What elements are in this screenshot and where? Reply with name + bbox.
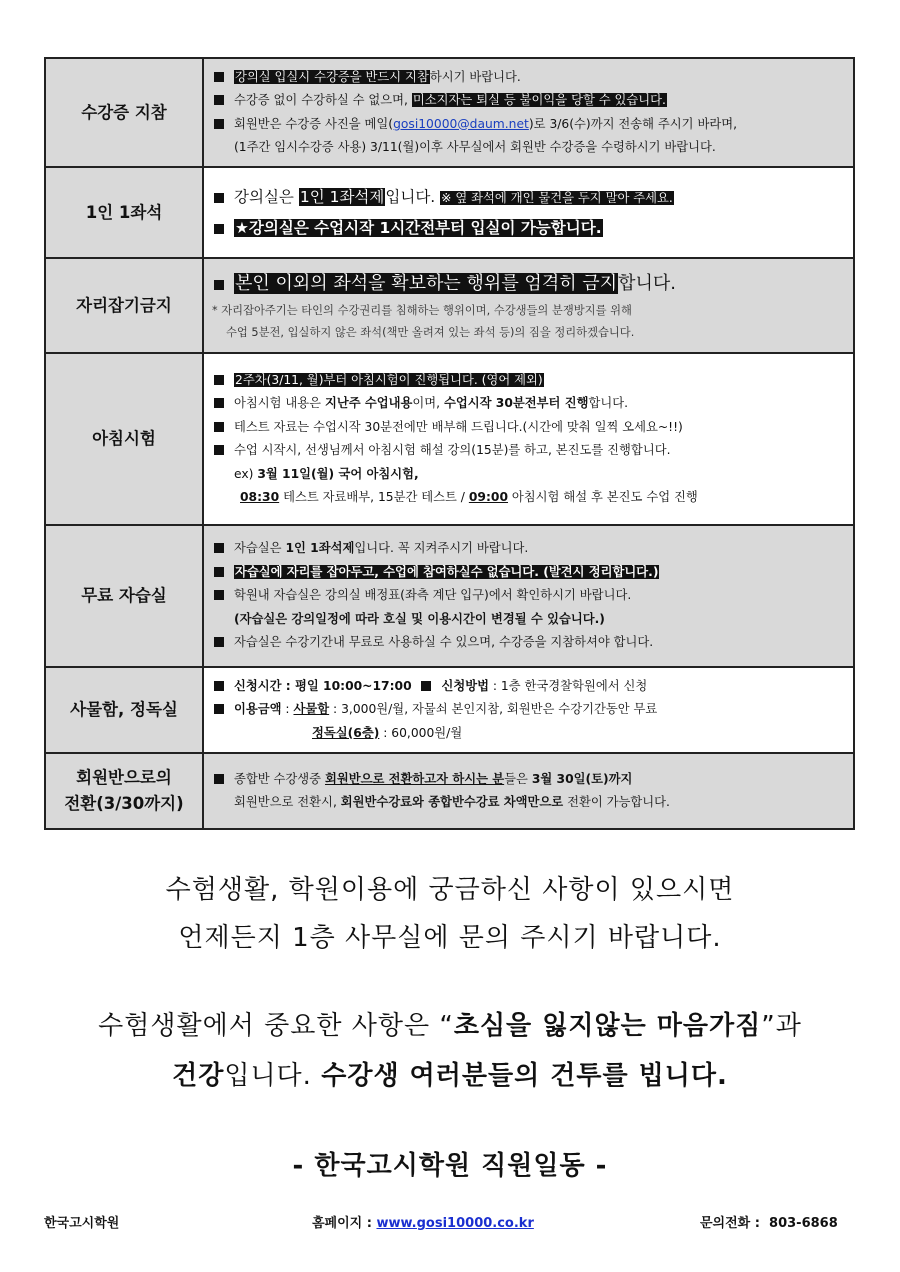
bullet-line: 신청시간 : 평일 10:00~17:00 신청방법 : 1층 한국경찰학원에서 신청 bbox=[212, 675, 845, 699]
square-bullet-icon bbox=[214, 375, 224, 385]
row-label: 수강증 지참 bbox=[45, 58, 203, 167]
row-content bbox=[203, 58, 854, 167]
row-id-card bbox=[45, 58, 854, 167]
bullet-line: 2주차(3/11, 월)부터 아침시험이 진행됩니다. (영어 제외) bbox=[212, 369, 845, 393]
row-content bbox=[203, 353, 854, 525]
closing-line-2: 언제든지 1층 사무실에 문의 주시기 바랍니다. bbox=[178, 923, 722, 953]
note-line: * 자리잡아주기는 타인의 수강권리를 침해하는 행위이며, 수강생들의 분쟁방지를 위해 bbox=[212, 303, 632, 317]
row-content bbox=[203, 258, 854, 353]
homepage-link[interactable]: www.gosi10000.co.kr bbox=[376, 1216, 534, 1231]
closing-line-3: 수험생활에서 중요한 사항은 “초심을 잃지않는 마음가짐”과 bbox=[98, 1011, 802, 1041]
square-bullet-icon bbox=[214, 119, 224, 129]
row-label: 무료 자습실 bbox=[45, 525, 203, 667]
square-bullet-icon bbox=[214, 637, 224, 647]
text-line: (1주간 임시수강증 사용) 3/11(월)이후 사무실에서 회원반 수강증을 수령하시기 바랍니다. bbox=[234, 140, 716, 154]
square-bullet-icon bbox=[214, 445, 224, 455]
bullet-line: 수업 시작시, 선생님께서 아침시험 해설 강의(15분)를 하고, 본진도를 진행합니다. bbox=[212, 439, 845, 463]
row-locker bbox=[45, 667, 854, 753]
bullet-line: 강의실 입실시 수강증을 반드시 지참하시기 바랍니다. bbox=[212, 66, 845, 90]
row-label: 사물함, 정독실 bbox=[45, 667, 203, 753]
footer-phone: 문의전화 : 803-6868 bbox=[700, 1216, 838, 1231]
square-bullet-icon bbox=[214, 398, 224, 408]
signature: - 한국고시학원 직원일동 - bbox=[292, 1151, 608, 1181]
email-link[interactable]: gosi10000@daum.net bbox=[393, 116, 529, 131]
text-line: (자습실은 강의일정에 따라 호실 및 이용시간이 변경될 수 있습니다.) bbox=[234, 611, 605, 626]
bullet-line: 학원내 자습실은 강의실 배정표(좌측 계단 입구)에서 확인하시기 바랍니다. bbox=[212, 584, 845, 608]
square-bullet-icon bbox=[214, 95, 224, 105]
row-label: 회원반으로의 전환(3/30까지) bbox=[45, 753, 203, 829]
bullet-line: ★강의실은 수업시작 1시간전부터 입실이 가능합니다. bbox=[212, 213, 845, 243]
bullet-line: 자습실은 1인 1좌석제입니다. 꼭 지켜주시기 바랍니다. bbox=[212, 537, 845, 561]
square-bullet-icon bbox=[214, 590, 224, 600]
square-bullet-icon bbox=[214, 704, 224, 714]
square-bullet-icon bbox=[214, 422, 224, 432]
text-line: 회원반으로 전환시, 회원반수강료와 종합반수강료 차액만으로 전환이 가능합니다. bbox=[234, 795, 670, 809]
footer-org: 한국고시학원 bbox=[44, 1216, 120, 1231]
bullet-line: 본인 이외의 좌석을 확보하는 행위를 엄격히 금지합니다. bbox=[212, 268, 845, 300]
square-bullet-icon bbox=[421, 681, 431, 691]
square-bullet-icon bbox=[214, 567, 224, 577]
bullet-line: 아침시험 내용은 지난주 수업내용이며, 수업시작 30분전부터 진행합니다. bbox=[212, 392, 845, 416]
row-conversion bbox=[45, 753, 854, 829]
row-content bbox=[203, 753, 854, 829]
footer-homepage: 홈페이지 : www.gosi10000.co.kr bbox=[312, 1216, 534, 1231]
square-bullet-icon bbox=[214, 774, 224, 784]
bullet-line: 종합반 수강생중 회원반으로 전환하고자 하시는 분들은 3월 30일(토)까지 bbox=[212, 768, 845, 792]
closing-line-4: 건강입니다. 수강생 여러분들의 건투를 빕니다. bbox=[172, 1061, 728, 1091]
bullet-line: 회원반은 수강증 사진을 메일(gosi10000@daum.net)로 3/6(수)까지 전송해 주시기 바라며, bbox=[212, 113, 845, 137]
bullet-line: 이용금액 : 사물함 : 3,000원/월, 자물쇠 본인지참, 회원반은 수강기간동안 무료 bbox=[212, 698, 845, 722]
bullet-line: 강의실은 1인 1좌석제입니다. ※ 옆 좌석에 개인 물건을 두지 말아 주세요. bbox=[212, 182, 845, 213]
row-study-room bbox=[45, 525, 854, 667]
bullet-line: 자습실은 수강기간내 무료로 사용하실 수 있으며, 수강증을 지참하셔야 합니다. bbox=[212, 631, 845, 655]
square-bullet-icon bbox=[214, 681, 224, 691]
notice-table bbox=[44, 57, 855, 830]
row-label: 아침시험 bbox=[45, 353, 203, 525]
row-content bbox=[203, 525, 854, 667]
row-one-seat bbox=[45, 167, 854, 258]
square-bullet-icon bbox=[214, 72, 224, 82]
square-bullet-icon bbox=[214, 224, 224, 234]
row-morning-test bbox=[45, 353, 854, 525]
square-bullet-icon bbox=[214, 193, 224, 203]
row-label: 1인 1좌석 bbox=[45, 167, 203, 258]
row-content bbox=[203, 167, 854, 258]
example-line: ex) 3월 11일(월) 국어 아침시험, bbox=[234, 466, 419, 481]
row-content bbox=[203, 667, 854, 753]
closing-line-1: 수험생활, 학원이용에 궁금하신 사항이 있으시면 bbox=[165, 875, 735, 905]
row-no-seat-saving bbox=[45, 258, 854, 353]
square-bullet-icon bbox=[214, 543, 224, 553]
bullet-line: 자습실에 자리를 잡아두고, 수업에 참여하실수 없습니다. (발견시 정리합니다.) bbox=[212, 561, 845, 585]
note-line: 수업 5분전, 입실하지 않은 좌석(책만 올려져 있는 좌석 등)의 짐을 정리하겠습니다. bbox=[226, 325, 635, 339]
text-line: 정독실(6층) : 60,000원/월 bbox=[312, 725, 463, 740]
square-bullet-icon bbox=[214, 280, 224, 290]
row-label: 자리잡기금지 bbox=[45, 258, 203, 353]
bullet-line: 수강증 없이 수강하실 수 없으며, 미소지자는 퇴실 등 불이익을 당할 수 있습니다. bbox=[212, 89, 845, 113]
schedule-line: 08:30 테스트 자료배부, 15분간 테스트 / 09:00 아침시험 해설 후 본진도 수업 진행 bbox=[240, 490, 698, 504]
bullet-line: 테스트 자료는 수업시작 30분전에만 배부해 드립니다.(시간에 맞춰 일찍 오세요~!!) bbox=[212, 416, 845, 440]
